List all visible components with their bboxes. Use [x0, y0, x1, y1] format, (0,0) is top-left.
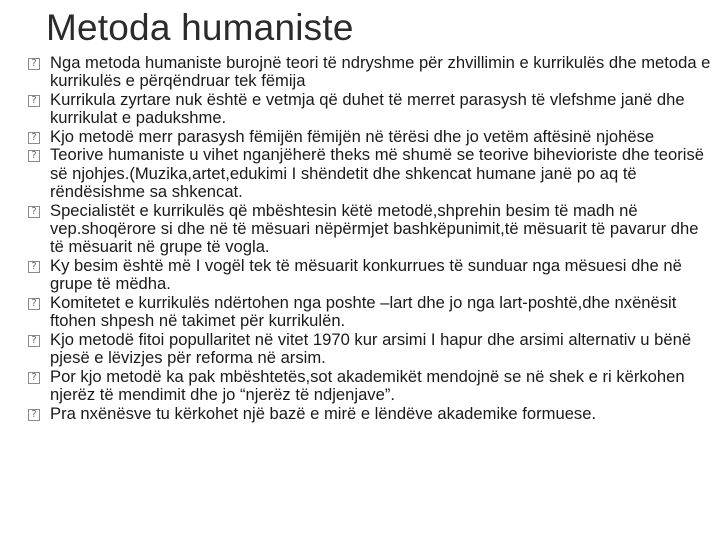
- bullet-box-icon: ?: [28, 335, 40, 347]
- bullet-text: Nga metoda humaniste burojnë teori të ndryshme për zhvillimin e kurrikulës dhe metoda e kurrikulës e përqëndruar tek fëmija: [50, 53, 711, 91]
- bullet-text: Teorive humaniste u vihet nganjëherë theks më shumë se teorive bihevioriste dhe teorisë së njohjes.(Muzika,artet,edukimi I shëndetit dhe shkencat humane janë po aq të rëndësishme sa shkencat.: [50, 145, 704, 202]
- bullet-text: Ky besim është më I vogël tek të mësuarit konkurrues të sunduar nga mësuesi dhe në grupe të mëdha.: [50, 255, 682, 294]
- bullet-box-icon: ?: [28, 132, 40, 144]
- bullet-list: [28, 54, 712, 423]
- bullet-box-icon: ?: [28, 206, 40, 218]
- bullet-box-icon: ?: [28, 298, 40, 310]
- list-item: [28, 405, 712, 423]
- slide-title: Metoda humaniste: [46, 7, 354, 48]
- bullet-text: Specialistët e kurrikulës që mbështesin këtë metodë,shprehin besim të madh në vep.shoqërore si dhe në të mësuari nëpërmjet bashkëpunimit,të mësuarit të pavarur dhe të mësuarit në grupe të vogla.: [50, 200, 699, 257]
- bullet-box-icon: ?: [28, 95, 40, 107]
- bullet-text: Kjo metodë merr parasysh fëmijën fëmijën në tërësi dhe jo vetëm aftësinë njohëse: [50, 126, 655, 146]
- bullet-box-icon: ?: [28, 150, 40, 162]
- list-item: [28, 91, 712, 128]
- bullet-text: Kjo metodë fitoi popullaritet në vitet 1970 kur arsimi I hapur dhe arsimi alternativ u bënë pjesë e lëvizjes për reforma në arsim.: [50, 329, 692, 368]
- bullet-box-icon: ?: [28, 409, 40, 421]
- list-item: [28, 146, 712, 201]
- list-item: [28, 331, 712, 368]
- list-item: [28, 54, 712, 91]
- bullet-text: Por kjo metodë ka pak mbështetës,sot akademikët mendojnë se në shek e ri kërkohen njerëz të mendimit dhe jo “njerëz të ndjenjave”.: [50, 366, 685, 405]
- bullet-text: Pra nxënësve tu kërkohet një bazë e mirë e lëndëve akademike formuese.: [50, 403, 597, 423]
- list-item: [28, 202, 712, 257]
- bullet-box-icon: ?: [28, 261, 40, 273]
- list-item: [28, 294, 712, 331]
- bullet-box-icon: ?: [28, 58, 40, 70]
- list-item: [28, 128, 712, 146]
- bullet-text: Komitetet e kurrikulës ndërtohen nga poshte –lart dhe jo nga lart-poshtë,dhe nxënësit ftohen shpesh në takimet për kurrikulën.: [50, 292, 677, 331]
- list-item: [28, 257, 712, 294]
- list-item: [28, 368, 712, 405]
- bullet-box-icon: ?: [28, 372, 40, 384]
- bullet-text: Kurrikula zyrtare nuk është e vetmja që duhet të merret parasysh të vlefshme janë dhe kurrikulat e padukshme.: [50, 89, 685, 128]
